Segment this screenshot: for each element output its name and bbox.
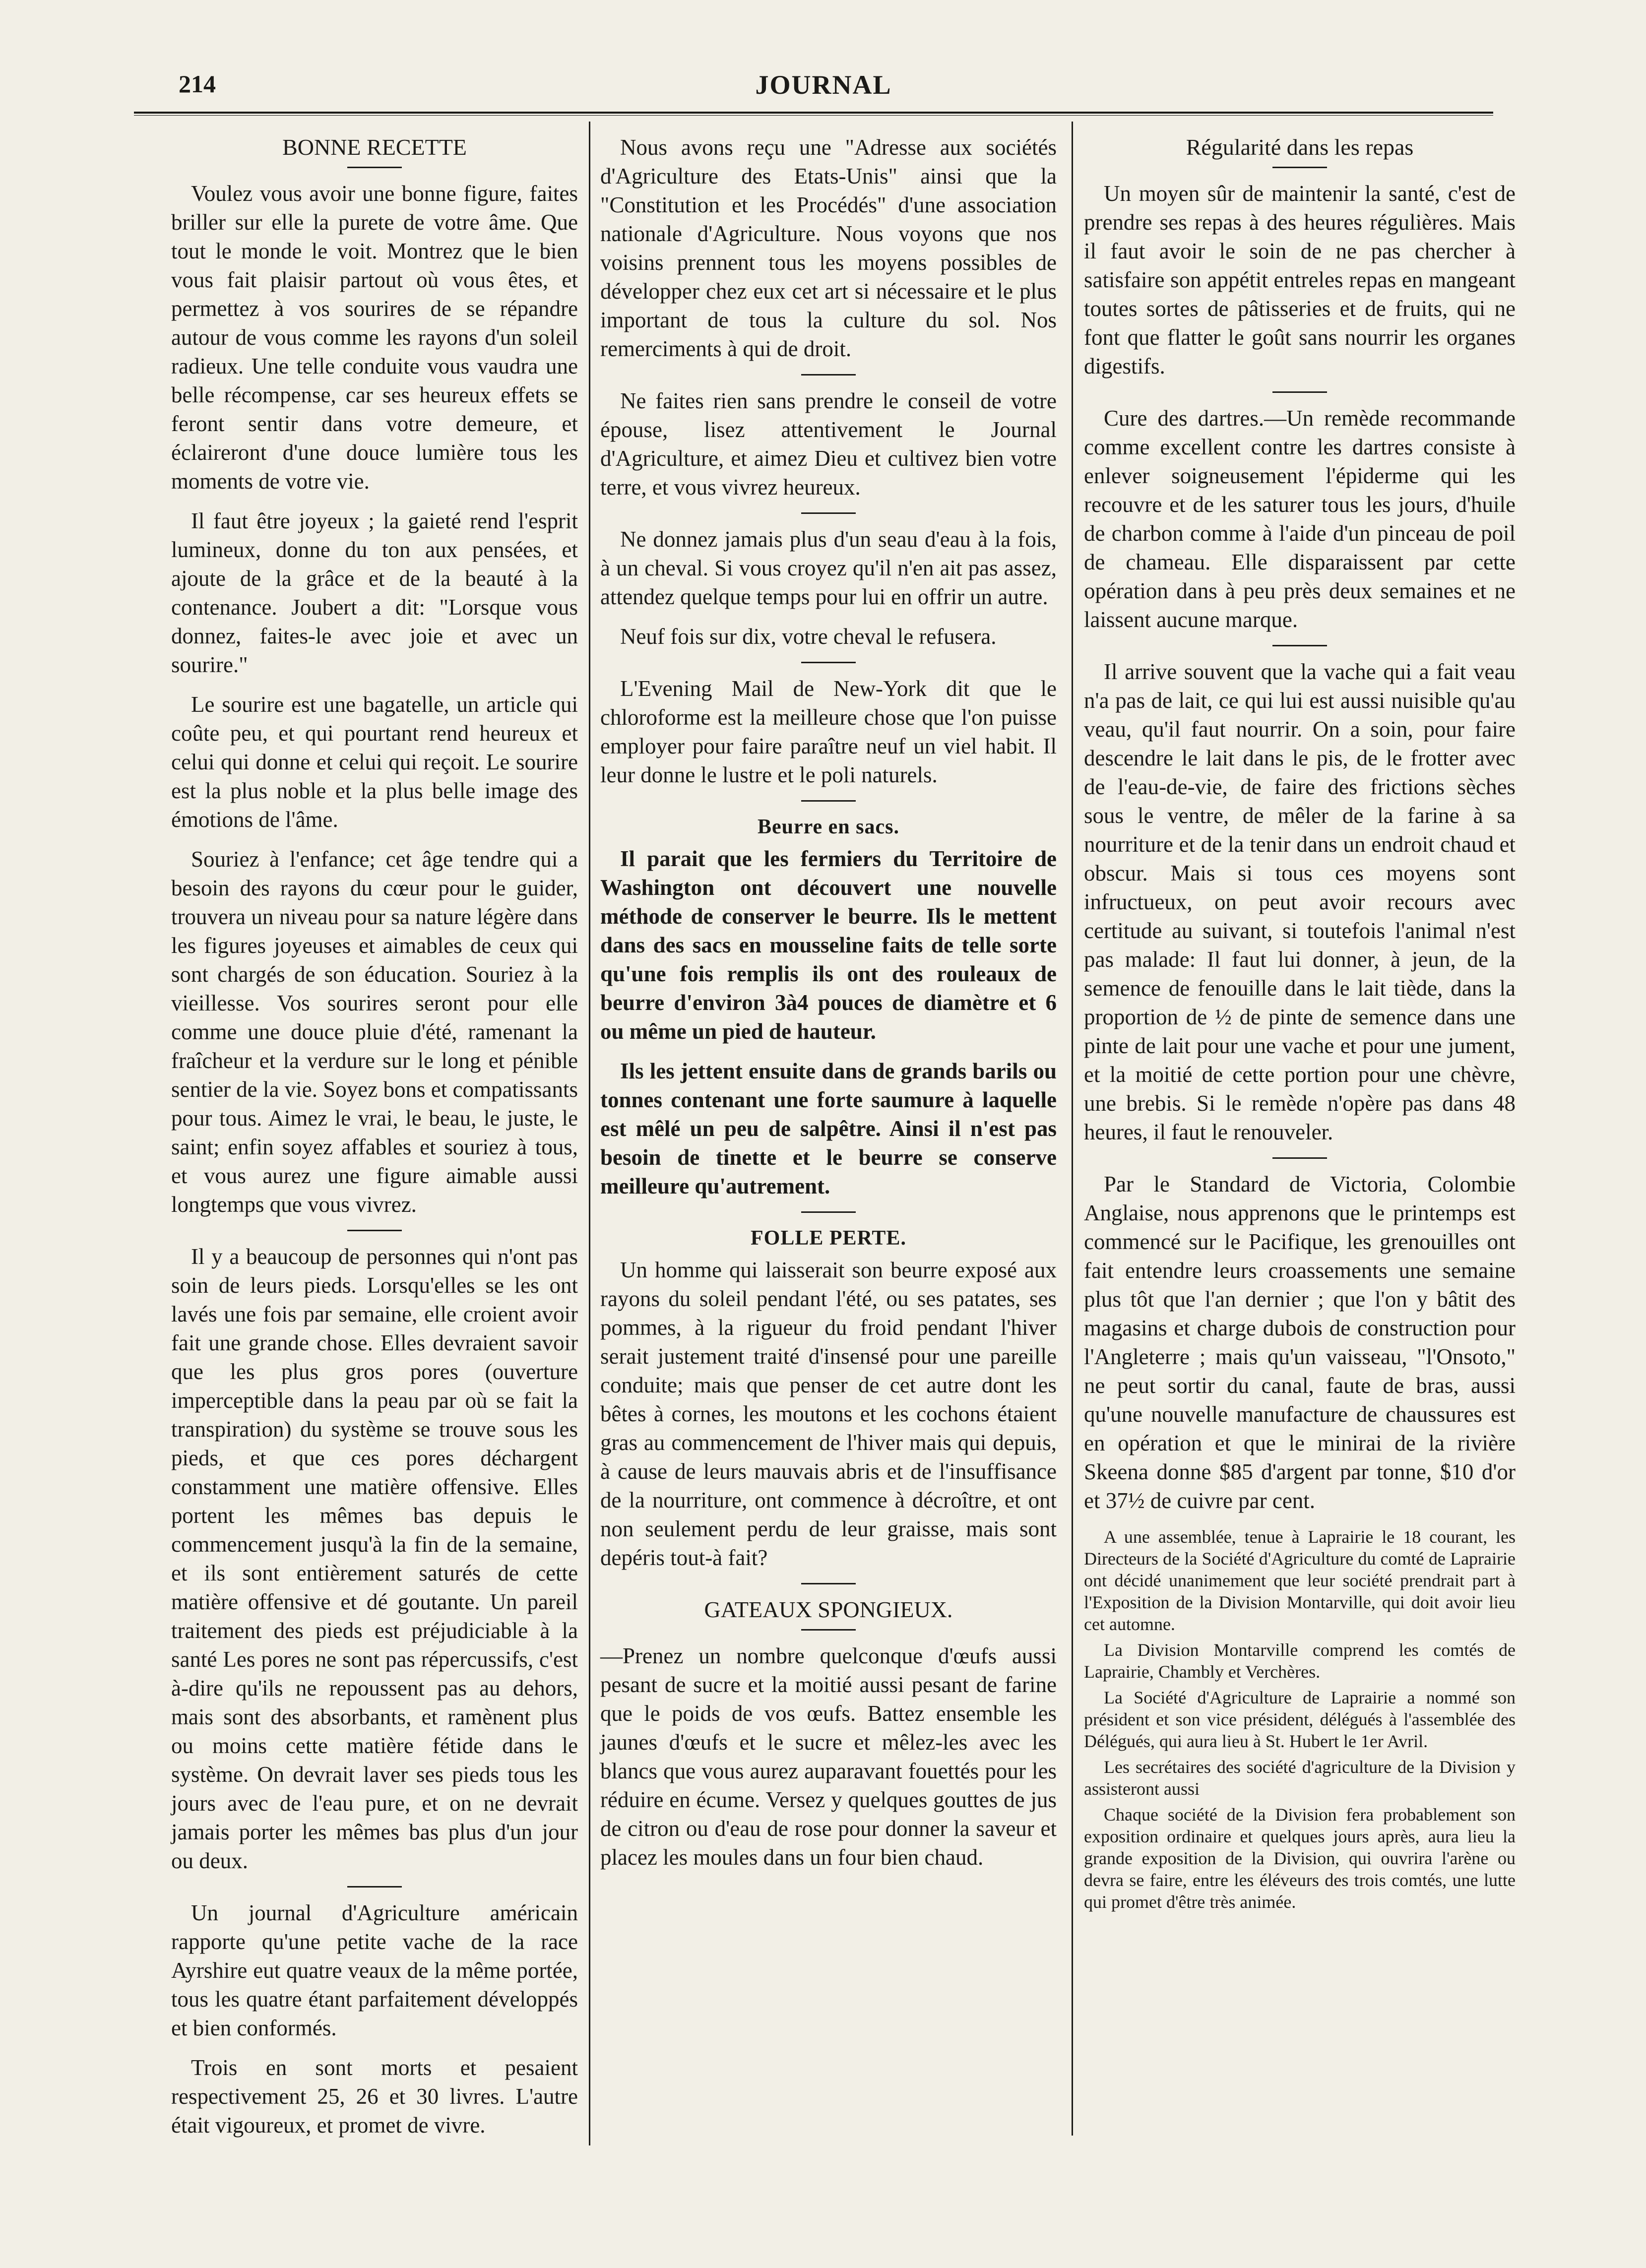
header-rule bbox=[134, 112, 1493, 114]
page-number: 214 bbox=[179, 70, 216, 98]
separator bbox=[801, 1629, 856, 1631]
article-title-beurre: Beurre en sacs. bbox=[757, 816, 899, 838]
paragraph: A une assemblée, tenue à Laprairie le 18 courant, les Directeurs de la Société d'Agriculture du comté de Laprairie ont décidé unanimement que leur société prendrait part à l'Exposition de la Division Montarville, qui doit avoir lieu cet automne. bbox=[1084, 1527, 1516, 1634]
column-divider-1 bbox=[589, 122, 590, 2145]
separator bbox=[801, 1211, 856, 1213]
page-header bbox=[169, 69, 1478, 109]
paragraph: Neuf fois sur dix, votre cheval le refusera. bbox=[620, 624, 997, 649]
separator bbox=[801, 512, 856, 514]
paragraph: Les secrétaires des société d'agriculture de la Division y assisteront aussi bbox=[1084, 1757, 1516, 1799]
paragraph: La Division Montarville comprend les comtés de Laprairie, Chambly et Verchères. bbox=[1084, 1640, 1516, 1682]
paragraph: Un journal d'Agriculture américain rapporte qu'une petite vache de la race Ayrshire eut quatre veaux de la même portée, tous les quatre étant parfaitement développés et bien conformés. bbox=[171, 1900, 578, 2040]
paragraph: La Société d'Agriculture de Laprairie a nommé son président et son vice président, délégués à l'assemblée des Délégués, qui aura lieu à St. Hubert le 1er Avril. bbox=[1084, 1688, 1516, 1751]
column-1 bbox=[171, 133, 578, 2150]
separator bbox=[347, 167, 402, 168]
paragraph: Ne faites rien sans prendre le conseil de votre épouse, lisez attentivement le Journal d'Agriculture, et aimez Dieu et cultivez bien votre terre, et vous vivrez heureux. bbox=[600, 388, 1057, 500]
separator bbox=[801, 374, 856, 376]
paragraph: Par le Standard de Victoria, Colombie Anglaise, nous apprenons que le printemps est commencé sur le Pacifique, les grenouilles ont fait entendre leurs croassements une semaine plus tôt que l'an dernier ; que l'on y bâtit des magasins et charge dubois de construction pour l'Angleterre ; mais qu'un vaisseau, "l'Onsoto," ne peut sortir du canal, faute de bras, aussi qu'une nouvelle manufacture de chaussures est en opération et que le minirai de la rivière Skeena donne $85 d'argent par tonne, $10 d'or et 37½ de cuivre par cent. bbox=[1084, 1172, 1516, 1513]
journal-title: JOURNAL bbox=[755, 70, 892, 100]
paragraph: Chaque société de la Division fera probablement son exposition ordinaire et quelques jours après, aura lieu la grande exposition de la Division, qui ouvrira l'arène ou devra se faire, entre les éléveurs des trois comtés, une lutte qui promet d'être très animée. bbox=[1084, 1805, 1516, 1912]
separator bbox=[1272, 1157, 1327, 1159]
article-title-regularite: Régularité dans les repas bbox=[1186, 134, 1414, 160]
paragraph: Il parait que les fermiers du Territoire de Washington ont découvert une nouvelle méthode de conserver le beurre. Ils le mettent dans des sacs en mousseline faits de telle sorte qu'une fois remplis ils ont des rouleaux de beurre d'environ 3à4 pouces de diamètre et 6 ou même un pied de hauteur. bbox=[600, 846, 1057, 1044]
separator bbox=[347, 1230, 402, 1231]
separator bbox=[801, 1583, 856, 1584]
notice-assemblee bbox=[1084, 1526, 1516, 1913]
paragraph: Le sourire est une bagatelle, un article qui coûte peu, et qui pourtant rend heureux et celui qui donne et celui qui reçoit. Le sourire est la plus noble et la plus belle image des émotions de l'âme. bbox=[171, 692, 578, 832]
paragraph: Il y a beaucoup de personnes qui n'ont pas soin de leurs pieds. Lorsqu'elles se les ont lavés une fois par semaine, elle croient avoir fait une grande chose. Elles devraient savoir que les plus gros pores (ouverture imperceptible dans la peau par où se fait la transpiration) du système se trouve sous les pieds, et que ces pores déchargent constamment une matière offensive. Elles portent les mêmes bas depuis le commencement jusqu'à la fin de la semaine, et ils sont entièrement saturés de cette matière offensive et dé goutante. Un pareil traitement des pieds est préjudiciable à la santé Les pores ne sont pas répercussifs, c'est à-dire qu'ils ne repoussent pas au dehors, mais sont des absorbants, et ramènent plus ou moins cette matière fétide dans le système. On devrait laver ses pieds tous les jours avec de l'eau pure, et on ne devrait jamais porter les mêmes bas plus d'un jour ou deux. bbox=[171, 1244, 578, 1873]
separator bbox=[1272, 167, 1327, 168]
article-title-gateaux: GATEAUX SPONGIEUX. bbox=[704, 1597, 953, 1622]
paragraph: Nous avons reçu une "Adresse aux sociétés d'Agriculture des Etats-Unis" ainsi que la "Constitution et les Procédés" d'une association nationale d'Agriculture. Nous voyons que nos voisins prennent tous les moyens possibles de développer chez eux cet art si nécessaire et le plus important de tous la culture du sol. Nos remerciments à qui de droit. bbox=[600, 135, 1057, 361]
article-title-bonne-recette: BONNE RECETTE bbox=[282, 134, 467, 160]
paragraph: L'Evening Mail de New-York dit que le chloroforme est la meilleure chose que l'on puisse employer pour faire paraître neuf un viel habit. Il leur donne le lustre et le poli naturels. bbox=[600, 676, 1057, 787]
paragraph: —Prenez un nombre quelconque d'œufs aussi pesant de sucre et la moitié aussi pesant de farine que le poids de vos œufs. Battez ensemble les jaunes d'œufs et le sucre et mêlez-les avec les blancs que vous aurez auparavant fouettés pour les réduire en écume. Versez y quelques gouttes de jus de citron ou d'eau de rose pour donner la saveur et placez les moules dans un four bien chaud. bbox=[600, 1643, 1057, 1870]
article-title-folle-perte: FOLLE PERTE. bbox=[751, 1227, 906, 1250]
column-3 bbox=[1084, 133, 1516, 1917]
separator bbox=[801, 662, 856, 663]
paragraph: Souriez à l'enfance; cet âge tendre qui a besoin des rayons du cœur pour le guider, trouvera un niveau pour sa nature légère dans les figures joyeuses et aimables de ceux qui sont chargés de son éducation. Souriez à la vieillesse. Vos sourires seront pour elle comme une douce pluie d'été, ramenant la fraîcheur et la verdure sur le long et pénible sentier de la vie. Soyez bons et compatissants pour tous. Aimez le vrai, le beau, le juste, le saint; enfin soyez affables et souriez à tous, et vous aurez une figure aimable aussi longtemps que vous vivrez. bbox=[171, 847, 578, 1217]
paragraph: Un moyen sûr de maintenir la santé, c'est de prendre ses repas à des heures régulières. Mais il faut avoir le soin de ne pas chercher à satisfaire son appétit entreles repas en mangeant toutes sortes de pâtisseries et de fruits, qui ne font que flatter le goût sans nourrir les organes digestifs. bbox=[1084, 181, 1516, 378]
separator bbox=[1272, 645, 1327, 646]
paragraph: Il faut être joyeux ; la gaieté rend l'esprit lumineux, donne du ton aux pensées, et ajoute de la grâce et de la beauté à la contenance. Joubert a dit: "Lorsque vous donnez, faites-le avec joie et avec un sourire." bbox=[171, 508, 578, 677]
paragraph: Trois en sont morts et pesaient respectivement 25, 26 et 30 livres. L'autre était vigoureux, et promet de vivre. bbox=[171, 2055, 578, 2138]
paragraph: Ils les jettent ensuite dans de grands barils ou tonnes contenant une forte saumure à laquelle est mêlé un peu de salpêtre. Ainsi il n'est pas besoin de tinette et le beurre se conserve meilleure qu'autrement. bbox=[600, 1059, 1057, 1198]
separator bbox=[1272, 391, 1327, 393]
paragraph: Un homme qui laisserait son beurre exposé aux rayons du soleil pendant l'été, ou ses patates, ses pommes, à la rigueur du froid pendant l'hiver serait justement traité d'insensé pour une pareille conduite; mais que penser de cet autre dont les bêtes à cornes, les moutons et les cochons étaient gras au commencement de l'hiver mais qui depuis, à cause de leurs mauvais abris et de l'insuffisance de la nourriture, ont commence à décroître, et ont non seulement perdu de leur graisse, mais sont depéris tout-à fait? bbox=[600, 1258, 1057, 1570]
column-2 bbox=[600, 133, 1057, 1883]
paragraph: Voulez vous avoir une bonne figure, faites briller sur elle la purete de votre âme. Que tout le monde le voit. Montrez que le bien vous fait plaisir partout où vous êtes, et permettez à vos sourires de se répandre autour de vous comme les rayons d'un soleil radieux. Une telle conduite vous vaudra une belle récompense, car ses heureux effets se feront sentir dans votre demeure, et éclaireront d'une douce lumière tous les moments de votre vie. bbox=[171, 181, 578, 494]
separator bbox=[801, 800, 856, 802]
paragraph: Ne donnez jamais plus d'un seau d'eau à la fois, à un cheval. Si vous croyez qu'il n'en ait pas assez, attendez quelque temps pour lui en offrir un autre. bbox=[600, 527, 1057, 609]
header-rule-thin bbox=[134, 115, 1493, 116]
separator bbox=[347, 1886, 402, 1888]
column-divider-2 bbox=[1072, 122, 1073, 2136]
paragraph: Il arrive souvent que la vache qui a fait veau n'a pas de lait, ce qui lui est aussi nuisible qu'au veau, qu'il faut nourrir. On a soin, pour faire descendre le lait dans le pis, de le frotter avec de l'eau-de-vie, de faire des frictions sèches sous le ventre, de mêler de la farine à sa nourriture et de la tenir dans un endroit chaud et obscur. Mais si tous ces moyens sont infructueux, on peut avoir recours avec certitude au suivant, si toutefois l'animal n'est pas malade: Il faut lui donner, à jeun, de la semence de fenouille dans le lait tiède, dans la proportion de ½ de pinte de semence dans une pinte de lait pour une vache et pour une jument, et la moitié de cette portion pour une chèvre, une brebis. Si le remède n'opère pas dans 48 heures, il faut le renouveler. bbox=[1084, 659, 1516, 1144]
paragraph: Cure des dartres.—Un remède recommande comme excellent contre les dartres consiste à enlever soigneusement l'épiderme qui les recouvre et de les saturer tous les jours, d'huile de charbon comme à l'aide d'un pinceau de poil de chameau. Elle disparaissent par cette opération dans à peu près deux semaines et ne laissent aucune marque. bbox=[1084, 406, 1516, 632]
